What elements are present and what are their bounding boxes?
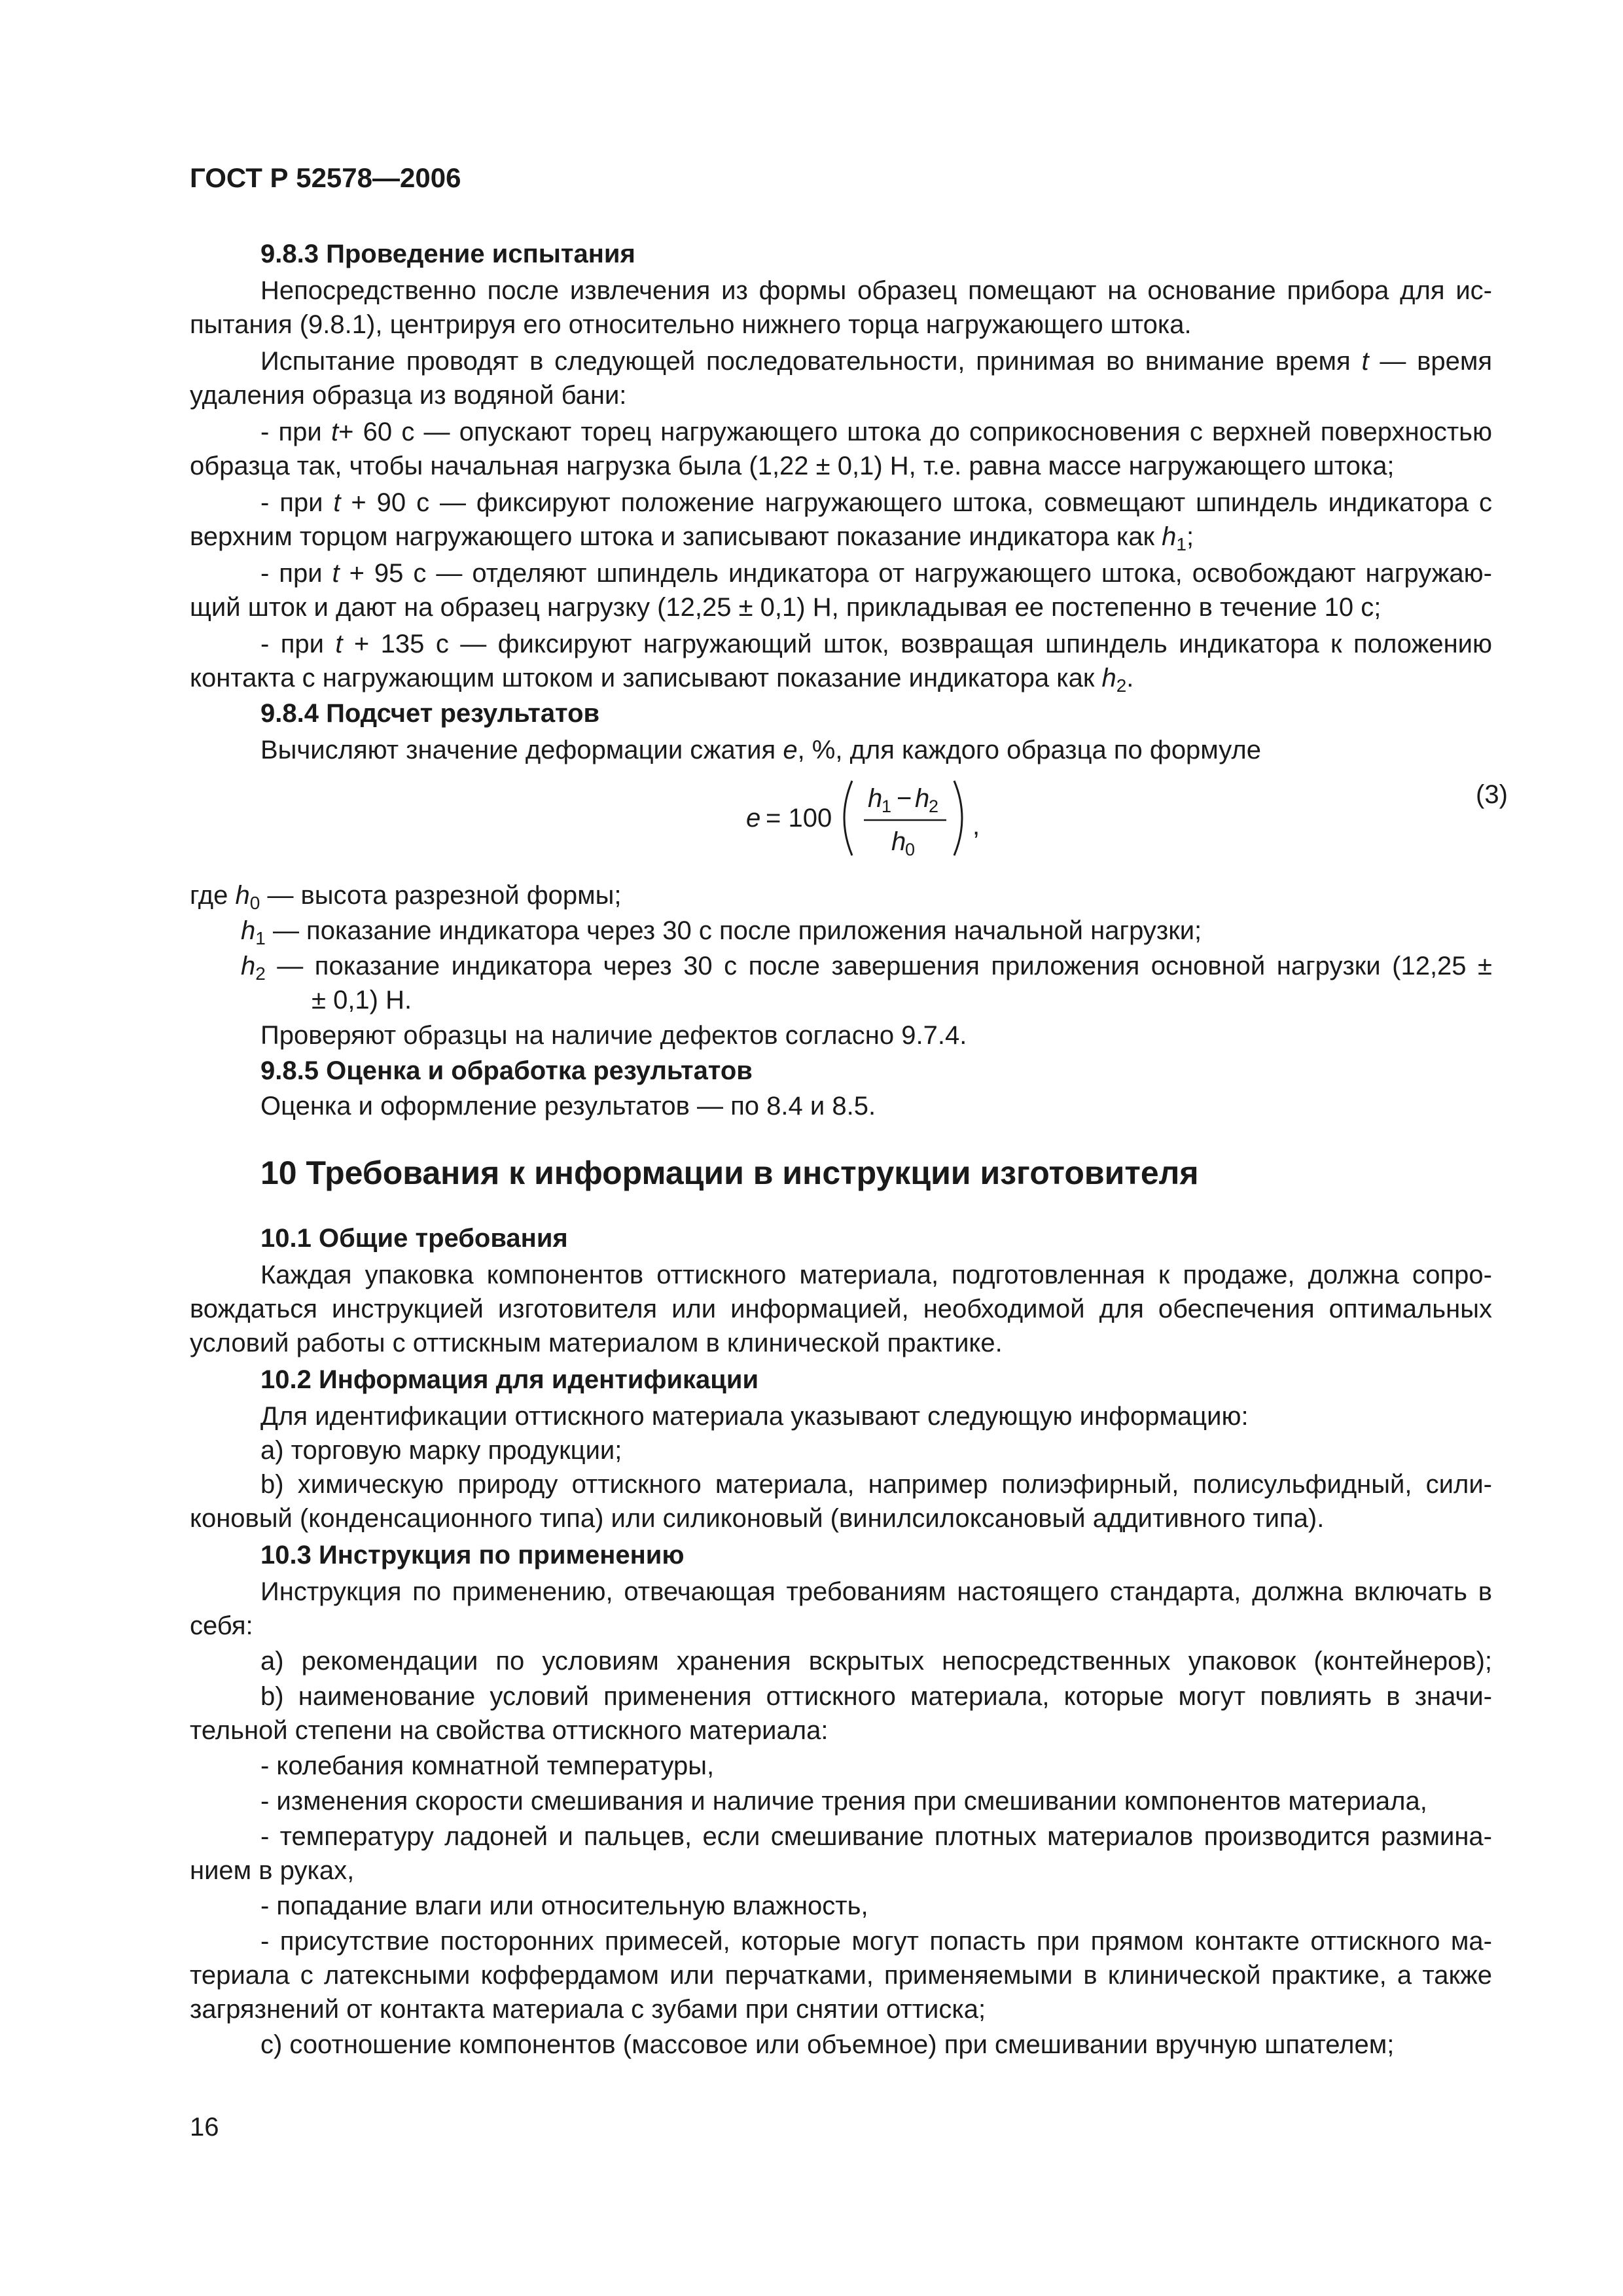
section-10-2-title: 10.2 Информация для идентификации: [260, 1365, 759, 1394]
paragraph-line: условий работы с оттискным материалом в клинической практике.: [190, 1329, 1003, 1357]
list-item: b) наименование условий применения оттискного материала, которые могут повлиять в значи-: [260, 1682, 1492, 1711]
list-item-cont: верхним торцом нагружающего штока и записывают показание индикатора как $h_1$;: [190, 522, 1194, 554]
where-line: $h_1$ — показание индикатора через 30 с после приложения начальной нагрузки;: [241, 916, 1202, 948]
list-item: - при t + 135 с — фиксируют нагружающий шток, возвращая шпиндель индикатора к положению: [260, 630, 1493, 658]
paragraph-line: Проверяют образцы на наличие дефектов согласно 9.7.4.: [260, 1021, 967, 1050]
section-10-1-title: 10.1 Общие требования: [260, 1224, 568, 1253]
formula-h: h: [868, 784, 883, 813]
paragraph-line: Испытание проводят в следующей последовательности, принимая во внимание время t — время: [260, 347, 1492, 376]
list-item: - при t + 95 с — отделяют шпиндель индикатора от нагружающего штока, освобождают нагружаю-: [260, 559, 1493, 588]
paragraph-line: Каждая упаковка компонентов оттискного материала, подготовленная к продаже, должна сопро-: [260, 1261, 1492, 1289]
formula-sub: 0: [905, 840, 916, 859]
where-line: $h_2$ — показание индикатора через 30 с после завершения приложения основной нагрузки (12,25 ±: [241, 952, 1492, 984]
paragraph-line: пытания (9.8.1), центрируя его относительно нижнего торца нагружающего штока.: [190, 310, 1192, 339]
formula-lhs: e: [746, 804, 761, 833]
paragraph-line: Непосредственно после извлечения из формы образец помещают на основание прибора для ис-: [260, 276, 1492, 305]
list-item: - попадание влаги или относительную влажность,: [260, 1892, 868, 1920]
page-number: 16: [190, 2113, 219, 2142]
formula-left-paren: [844, 781, 852, 855]
paragraph-line: Для идентификации оттискного материала указывают следующую информацию:: [260, 1402, 1249, 1431]
list-item: b) химическую природу оттискного материала, например полиэфирный, полисульфидный, сили-: [260, 1470, 1492, 1499]
paragraph-line: Оценка и оформление результатов — по 8.4 и 8.5.: [260, 1092, 876, 1121]
list-item: - колебания комнатной температуры,: [260, 1751, 715, 1780]
equation-number: (3): [1476, 780, 1508, 809]
list-item: a) рекомендации по условиям хранения вскрытых непосредственных упаковок (контейнеров);: [260, 1647, 1492, 1676]
formula-h: h: [891, 827, 906, 856]
formula-3: [746, 769, 995, 867]
paragraph-line: себя:: [190, 1611, 253, 1640]
list-item-cont: контакта с нагружающим штоком и записывают показание индикатора как $h_2$.: [190, 664, 1134, 696]
section-10-title: 10 Требования к информации в инструкции изготовителя: [260, 1155, 1199, 1191]
list-item: - при t + 90 с — фиксируют положение нагружающего штока, совмещают шпиндель индикатора с: [260, 488, 1493, 517]
list-item: - присутствие посторонних примесей, которые могут попасть при прямом контакте оттискного ма-: [260, 1927, 1492, 1956]
formula-eq: = 100: [766, 804, 832, 833]
list-item: - при t+ 60 с — опускают торец нагружающего штока до соприкосновения с верхней поверхностью: [260, 418, 1492, 446]
formula-comma: ,: [972, 812, 980, 840]
formula-h: h: [915, 784, 930, 813]
paragraph-line: вождаться инструкцией изготовителя или информацией, необходимой для обеспечения оптимальных: [190, 1295, 1492, 1323]
section-9-8-5-title: 9.8.5 Оценка и обработка результатов: [260, 1056, 753, 1085]
list-item-cont: загрязнений от контакта материала с зубами при снятии оттиска;: [190, 1995, 986, 2024]
formula-sub: 2: [929, 797, 939, 816]
where-line: где $h_0$ — высота разрезной формы;: [190, 881, 622, 913]
formula-minus: −: [897, 784, 912, 813]
list-item-cont: териала с латексными коффердамом или перчатками, применяемыми в клинической практике, а также: [190, 1961, 1492, 1990]
list-item: - изменения скорости смешивания и наличие трения при смешивании компонентов материала,: [260, 1787, 1427, 1816]
section-9-8-4-title: 9.8.4 Подсчет результатов: [260, 699, 600, 728]
list-item: - температуру ладоней и пальцев, если смешивание плотных материалов производится размина-: [260, 1822, 1492, 1851]
list-item: c) соотношение компонентов (массовое или объемное) при смешивании вручную шпателем;: [260, 2030, 1395, 2059]
formula-sub: 1: [882, 797, 892, 816]
paragraph-line: удаления образца из водяной бани:: [190, 381, 627, 410]
paragraph-line: Вычисляют значение деформации сжатия e, %, для каждого образца по формуле: [260, 736, 1261, 764]
list-item-cont: нием в руках,: [190, 1856, 355, 1885]
list-item: a) торговую марку продукции;: [260, 1436, 622, 1465]
formula-right-paren: [954, 781, 962, 855]
list-item-cont: щий шток и дают на образец нагрузку (12,25 ± 0,1) Н, прикладывая ее постепенно в течение 10 с;: [190, 593, 1382, 622]
paragraph-line: Инструкция по применению, отвечающая требованиям настоящего стандарта, должна включать в: [260, 1577, 1492, 1606]
document-header: ГОСТ Р 52578—2006: [190, 162, 461, 193]
section-10-3-title: 10.3 Инструкция по применению: [260, 1541, 685, 1570]
list-item-cont: коновый (конденсационного типа) или силиконовый (винилсилоксановый аддитивного типа).: [190, 1504, 1325, 1533]
section-9-8-3-title: 9.8.3 Проведение испытания: [260, 240, 635, 268]
where-line-cont: ± 0,1) Н.: [312, 986, 412, 1014]
list-item-cont: тельной степени на свойства оттискного материала:: [190, 1716, 829, 1745]
list-item-cont: образца так, чтобы начальная нагрузка была (1,22 ± 0,1) Н, т.е. равна массе нагружающего штока;: [190, 452, 1395, 480]
